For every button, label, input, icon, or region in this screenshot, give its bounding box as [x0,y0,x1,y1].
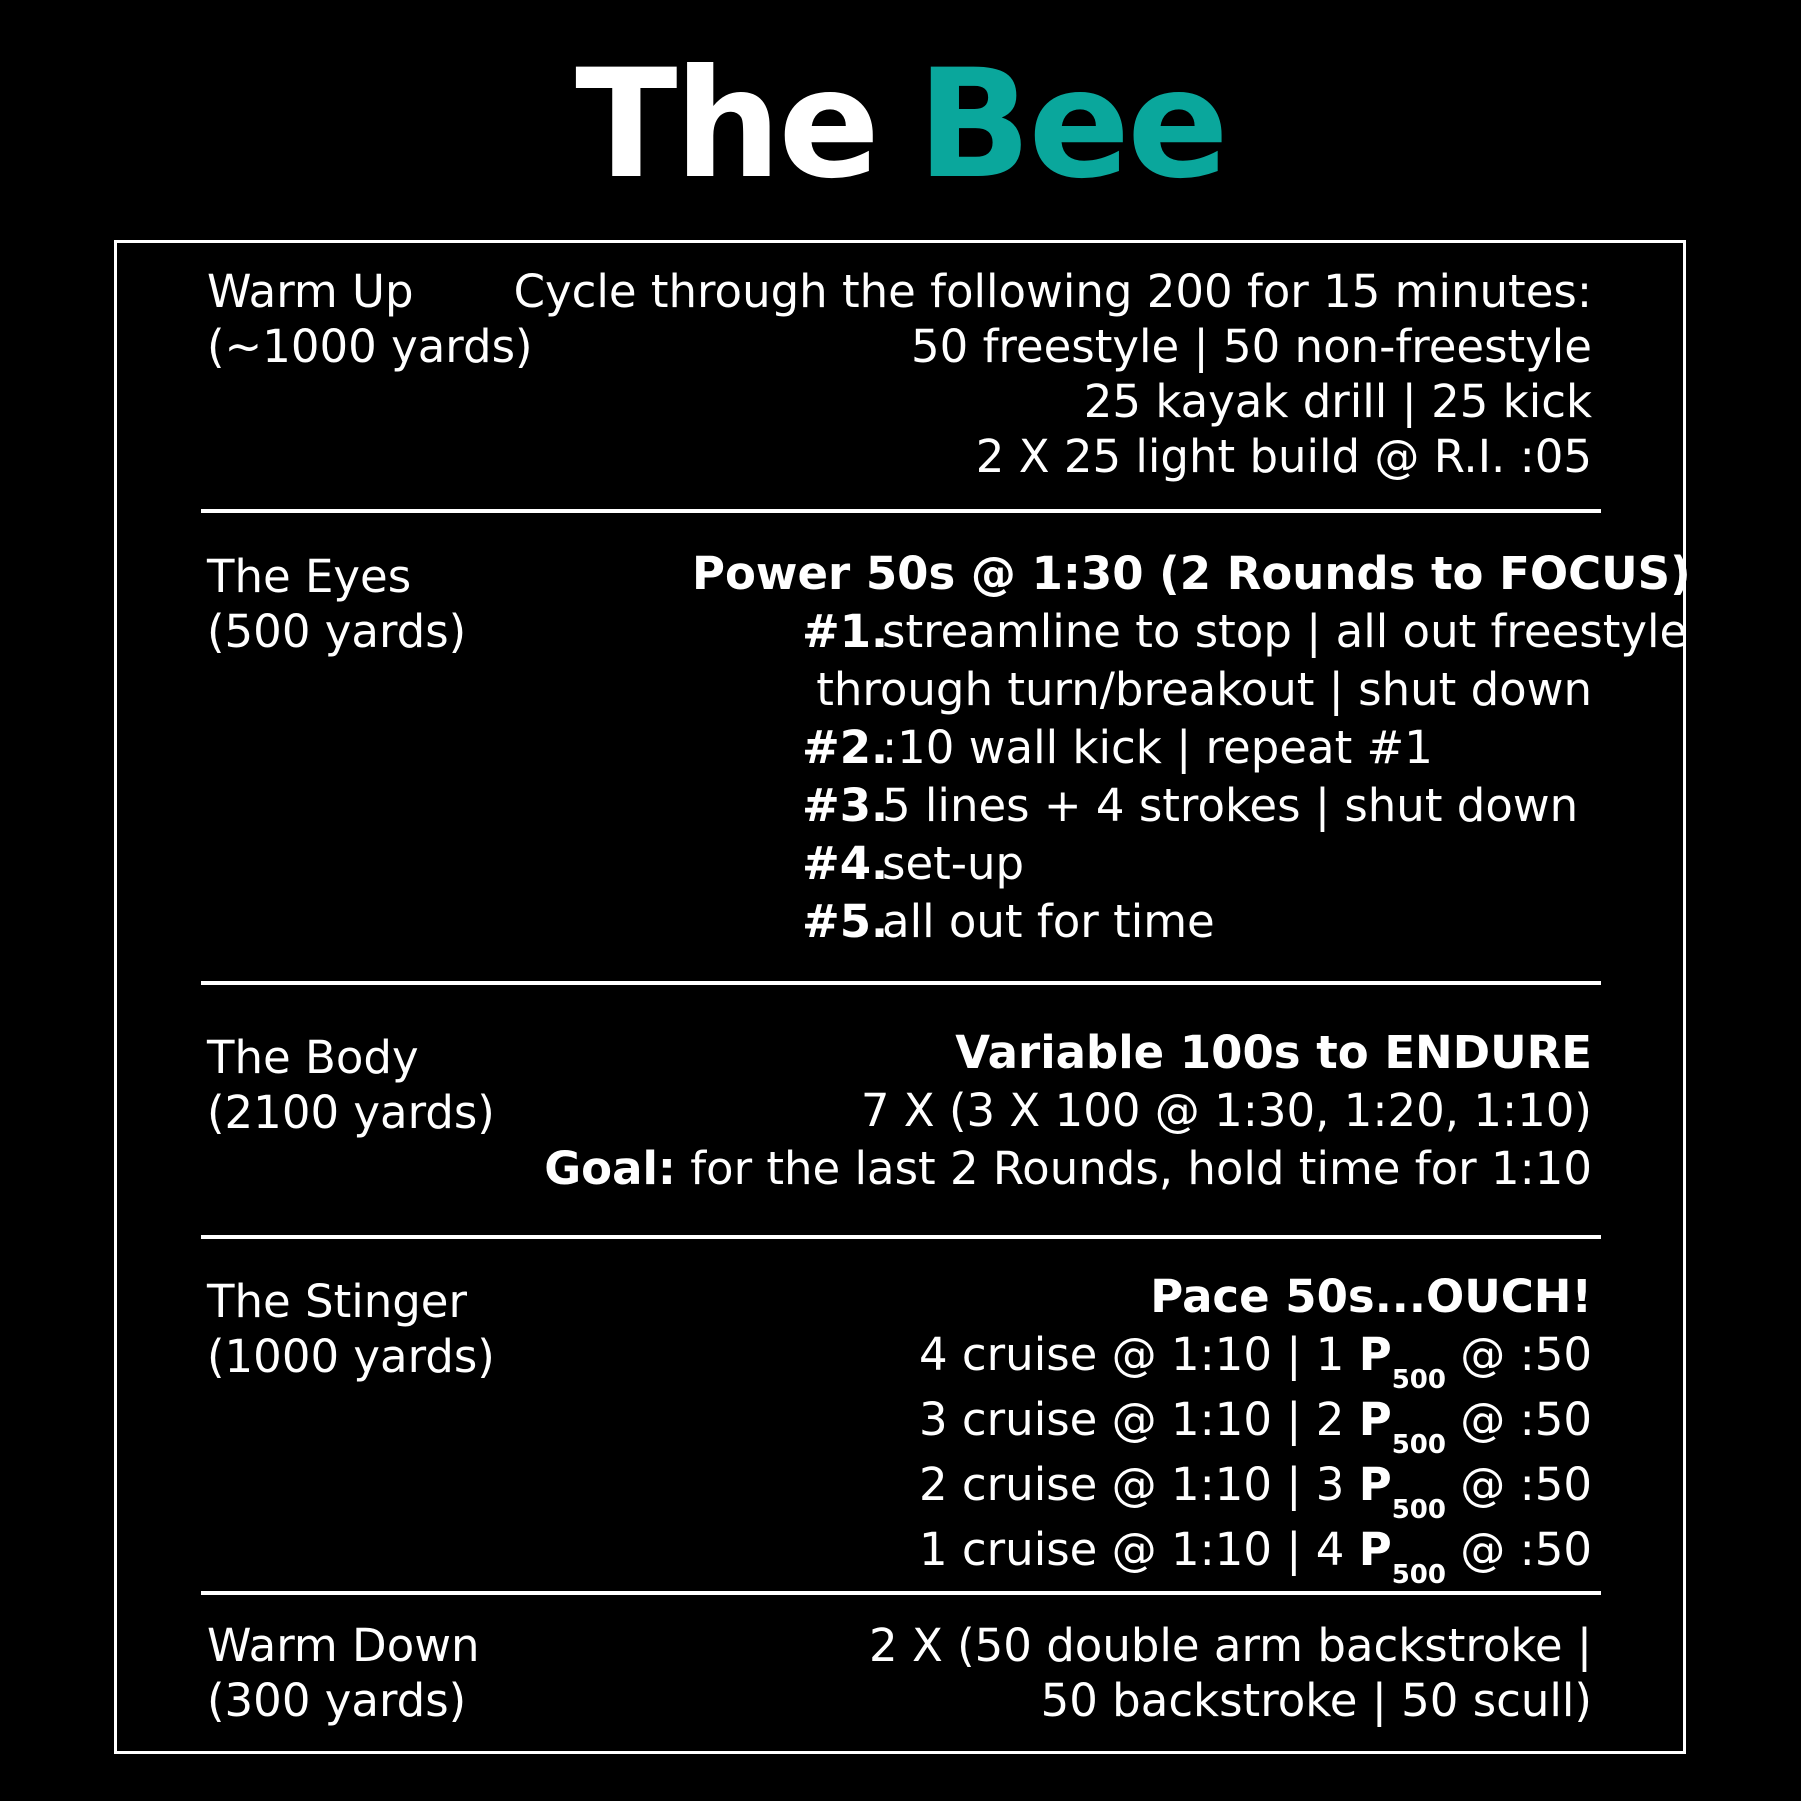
step-text: through turn/breakout | shut down [816,663,1592,716]
pace-text: 2 cruise @ 1:10 | 3 [919,1458,1359,1511]
content-line: 2 X (50 double arm backstroke | [869,1619,1592,1672]
step-item [692,777,1592,835]
content-line: 50 freestyle | 50 non-freestyle [911,320,1592,373]
pace-interval: @ :50 [1445,1328,1592,1381]
step-text: streamline to stop | all out freestyle [882,605,1688,658]
section-label [207,1274,495,1384]
set-heading: Variable 100s to ENDURE [955,1026,1592,1079]
section-label [207,1030,495,1140]
pace-row [919,1391,1592,1460]
section-content [919,1268,1592,1590]
step-number: #5. [802,895,889,948]
pace-interval: @ :50 [1445,1458,1592,1511]
pace-p: P [1358,1523,1392,1576]
section-yards: (300 yards) [207,1674,467,1727]
section-name: Warm Down [207,1619,480,1672]
step-text: 5 lines + 4 strokes | shut down [882,779,1579,832]
section-divider [201,509,1601,513]
goal-text: for the last 2 Rounds, hold time for 1:10 [675,1142,1592,1195]
content-line: 2 X 25 light build @ R.I. :05 [975,430,1592,483]
step-text: all out for time [882,895,1215,948]
pace-row [919,1456,1592,1525]
section-divider [201,1235,1601,1239]
section-content [869,1618,1592,1728]
section-label [207,549,466,659]
step-number: #2. [802,721,889,774]
section-content [514,264,1592,484]
pace-interval: @ :50 [1445,1523,1592,1576]
content-line: Cycle through the following 200 for 15 minutes: [513,265,1592,318]
step-item [692,893,1592,951]
pace-text: 3 cruise @ 1:10 | 2 [919,1393,1359,1446]
content-line: 50 backstroke | 50 scull) [1040,1674,1592,1727]
section-label [207,264,533,374]
step-number: #3. [802,779,889,832]
section-yards: (1000 yards) [207,1330,495,1383]
content-line: 25 kayak drill | 25 kick [1083,375,1592,428]
section-name: Warm Up [207,265,414,318]
title-word-bee: Bee [917,38,1226,212]
step-item [692,719,1592,777]
section-name: The Stinger [207,1275,467,1328]
step-text: :10 wall kick | repeat #1 [882,721,1433,774]
pace-subscript: 500 [1391,1430,1446,1460]
section-yards: (~1000 yards) [207,320,533,373]
section-label [207,1618,480,1728]
section-content [544,1024,1592,1198]
pace-interval: @ :50 [1445,1393,1592,1446]
section-name: The Eyes [207,550,412,603]
pace-p: P [1358,1328,1392,1381]
pace-subscript: 500 [1391,1365,1446,1395]
step-item [692,603,1688,661]
page-title [0,40,1801,210]
section-name: The Body [207,1031,419,1084]
goal-label: Goal: [544,1142,676,1195]
content-line: 7 X (3 X 100 @ 1:30, 1:20, 1:10) [860,1084,1592,1137]
section-divider [201,1591,1601,1595]
step-item [692,661,1592,719]
set-heading: Pace 50s...OUCH! [1150,1270,1592,1323]
step-number: #4. [802,837,889,890]
pace-row [919,1521,1592,1590]
pace-subscript: 500 [1391,1495,1446,1525]
pace-text: 4 cruise @ 1:10 | 1 [919,1328,1359,1381]
pace-row [919,1326,1592,1395]
section-yards: (2100 yards) [207,1086,495,1139]
pace-subscript: 500 [1391,1560,1446,1590]
step-item [692,835,1592,893]
pace-p: P [1358,1393,1392,1446]
pace-p: P [1358,1458,1392,1511]
goal-line [544,1140,1592,1198]
section-divider [201,981,1601,985]
section-yards: (500 yards) [207,605,467,658]
pace-text: 1 cruise @ 1:10 | 4 [919,1523,1359,1576]
set-heading: Power 50s @ 1:30 (2 Rounds to FOCUS) [692,547,1691,600]
title-word-the: The [575,38,878,212]
section-content [692,545,1691,951]
step-number: #1. [802,605,889,658]
step-text: set-up [882,837,1025,890]
